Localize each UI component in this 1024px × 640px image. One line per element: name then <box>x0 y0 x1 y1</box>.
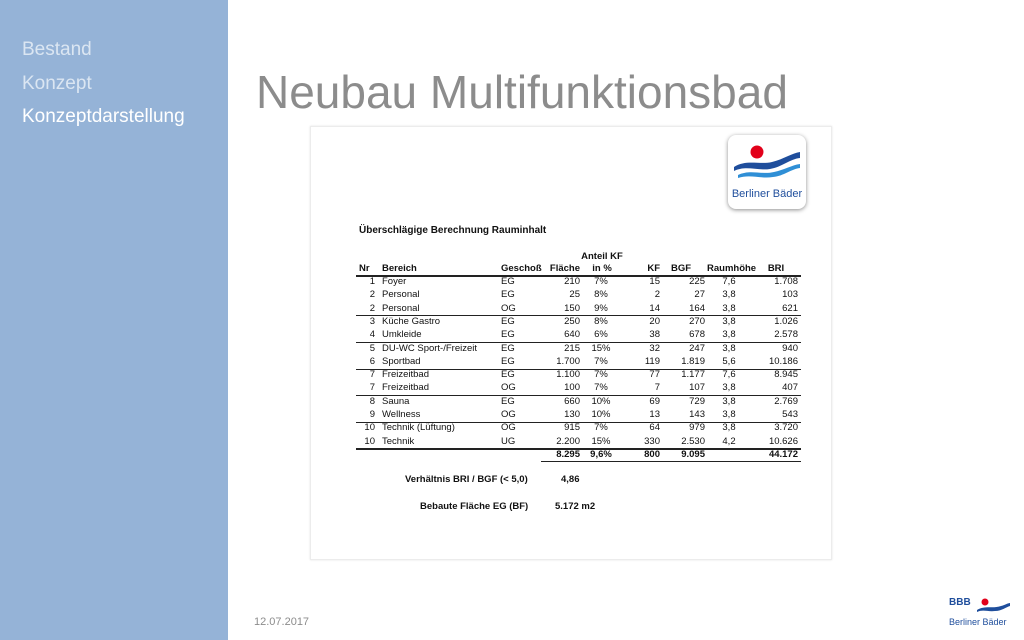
total-bgf: 9.095 <box>681 448 705 460</box>
cell-kf: 7 <box>654 382 660 394</box>
cell-bri: 621 <box>782 302 798 314</box>
cell-bri: 8.945 <box>774 369 798 381</box>
cell-kf: 38 <box>649 329 660 341</box>
cell-anteil: 7% <box>594 422 608 434</box>
cell-kf: 2 <box>654 289 660 301</box>
cell-raumhoehe: 7,6 <box>722 276 736 287</box>
cell-raumhoehe: 3,8 <box>722 302 736 314</box>
cell-bgf: 225 <box>689 276 705 287</box>
cell-geschoss: EG <box>501 355 515 367</box>
cell-geschoss: EG <box>501 315 515 327</box>
cell-bereich: Umkleide <box>382 329 422 341</box>
cell-kf: 330 <box>644 435 660 447</box>
header-bri: BRI <box>767 263 785 274</box>
cell-bereich: Technik (Lüftung) <box>382 422 455 434</box>
cell-kf: 77 <box>649 369 660 381</box>
cell-bereich: Küche Gastro <box>382 315 441 327</box>
cell-bereich: Freizeitbad <box>382 382 429 394</box>
cell-geschoss: EG <box>501 276 515 287</box>
cell-flaeche: 210 <box>564 276 580 287</box>
cell-bri: 3.720 <box>774 422 798 434</box>
nav-item-bestand[interactable]: Bestand <box>22 39 92 60</box>
footer-logo-abbr: BBB <box>949 597 971 608</box>
header-nr: Nr <box>359 263 370 274</box>
sidebar <box>0 0 228 640</box>
header-kf: KF <box>647 263 660 274</box>
cell-bri: 2.578 <box>774 329 798 341</box>
cell-anteil: 10% <box>591 409 611 420</box>
cell-geschoss: EG <box>501 289 515 301</box>
cell-flaeche: 25 <box>569 289 580 301</box>
table-heading: Überschlägige Berechnung Rauminhalt <box>359 225 547 236</box>
cell-geschoss: OG <box>501 409 516 420</box>
header-flaeche: Fläche <box>549 263 580 274</box>
cell-geschoss: EG <box>501 342 515 354</box>
cell-kf: 69 <box>649 395 660 407</box>
cell-bgf: 678 <box>689 329 705 341</box>
cell-anteil: 7% <box>594 355 608 367</box>
header-raumhoehe: Raumhöhe <box>707 263 757 274</box>
cell-geschoss: EG <box>501 395 515 407</box>
cell-flaeche: 640 <box>564 329 580 341</box>
cell-geschoss: OG <box>501 382 516 394</box>
cell-anteil: 9% <box>594 302 608 314</box>
cell-nr: 10 <box>364 422 375 434</box>
cell-bereich: Sportbad <box>382 355 421 367</box>
cell-bereich: DU-WC Sport-/Freizeit <box>382 342 478 354</box>
cell-bri: 407 <box>782 382 798 394</box>
cell-kf: 13 <box>649 409 660 420</box>
cell-bgf: 247 <box>689 342 705 354</box>
cell-nr: 9 <box>369 409 375 420</box>
cell-bgf: 1.819 <box>681 355 705 367</box>
cell-flaeche: 2.200 <box>556 435 580 447</box>
cell-geschoss: UG <box>501 435 516 447</box>
cell-nr: 2 <box>369 289 375 301</box>
cell-raumhoehe: 3,8 <box>722 315 736 327</box>
cell-anteil: 15% <box>591 435 611 447</box>
cell-bri: 103 <box>782 289 798 301</box>
berliner-baeder-logo <box>728 135 806 209</box>
ratio-value: 4,86 <box>561 474 580 485</box>
cell-bgf: 729 <box>689 395 705 407</box>
cell-nr: 4 <box>369 329 375 341</box>
cell-flaeche: 1.700 <box>556 355 580 367</box>
cell-raumhoehe: 5,6 <box>722 355 736 367</box>
cell-nr: 8 <box>369 395 375 407</box>
cell-kf: 64 <box>649 422 660 434</box>
footer-wave-icon <box>975 596 1011 616</box>
cell-bereich: Foyer <box>382 276 407 287</box>
cell-bgf: 979 <box>689 422 705 434</box>
cell-bri: 2.769 <box>774 395 798 407</box>
cell-raumhoehe: 7,6 <box>722 369 736 381</box>
cell-nr: 7 <box>369 369 375 381</box>
cell-nr: 5 <box>369 342 375 354</box>
cell-bri: 543 <box>782 409 798 420</box>
cell-bri: 1.708 <box>774 276 798 287</box>
cell-bgf: 1.177 <box>681 369 705 381</box>
cell-kf: 119 <box>644 355 660 367</box>
cell-geschoss: EG <box>501 369 515 381</box>
cell-anteil: 7% <box>594 369 608 381</box>
cell-raumhoehe: 3,8 <box>722 382 736 394</box>
document-image <box>310 126 832 560</box>
cell-raumhoehe: 3,8 <box>722 289 736 301</box>
cell-nr: 3 <box>369 315 375 327</box>
cell-bri: 940 <box>782 342 798 354</box>
nav-item-konzeptdarstellung[interactable]: Konzeptdarstellung <box>22 106 185 127</box>
cell-raumhoehe: 3,8 <box>722 342 736 354</box>
cell-kf: 20 <box>649 315 660 327</box>
cell-raumhoehe: 3,8 <box>722 395 736 407</box>
cell-flaeche: 100 <box>564 382 580 394</box>
cell-anteil: 7% <box>594 382 608 394</box>
cell-flaeche: 1.100 <box>556 369 580 381</box>
cell-flaeche: 915 <box>564 422 580 434</box>
cell-bereich: Personal <box>382 302 420 314</box>
logo-text: Berliner Bäder <box>731 188 803 200</box>
cell-anteil: 15% <box>591 342 611 354</box>
cell-flaeche: 150 <box>564 302 580 314</box>
cell-anteil: 7% <box>594 276 608 287</box>
cell-geschoss: EG <box>501 329 515 341</box>
cell-bgf: 164 <box>689 302 705 314</box>
ratio-label: Verhältnis BRI / BGF (< 5,0) <box>405 474 528 485</box>
cell-anteil: 8% <box>594 315 608 327</box>
page-title: Neubau Multifunktionsbad <box>256 66 788 118</box>
cell-bgf: 2.530 <box>681 435 705 447</box>
cell-raumhoehe: 3,8 <box>722 329 736 341</box>
built-area-value: 5.172 m2 <box>555 501 596 512</box>
total-anteil: 9,6% <box>590 448 612 460</box>
header-bereich: Bereich <box>382 263 417 274</box>
built-area-label: Bebaute Fläche EG (BF) <box>420 501 529 512</box>
footer-logo <box>947 595 1013 633</box>
cell-raumhoehe: 3,8 <box>722 409 736 420</box>
cell-geschoss: OG <box>501 302 516 314</box>
cell-kf: 32 <box>649 342 660 354</box>
cell-bgf: 107 <box>689 382 705 394</box>
cell-flaeche: 130 <box>564 409 580 420</box>
wave-logo-icon <box>728 135 806 187</box>
header-anteil-line1: Anteil KF <box>581 251 623 262</box>
cell-bgf: 143 <box>689 409 705 420</box>
cell-flaeche: 250 <box>564 315 580 327</box>
cell-nr: 10 <box>364 435 375 447</box>
footer-logo-name: Berliner Bäder <box>949 617 1007 627</box>
cell-bgf: 270 <box>689 315 705 327</box>
footer-date: 12.07.2017 <box>254 616 310 628</box>
total-flaeche: 8.295 <box>556 448 580 460</box>
cell-bereich: Technik <box>382 435 415 447</box>
nav-item-konzept[interactable]: Konzept <box>22 73 92 94</box>
cell-bereich: Sauna <box>382 395 410 407</box>
cell-nr: 1 <box>369 276 375 287</box>
cell-kf: 15 <box>649 276 660 287</box>
header-anteil-line2: in % <box>592 263 612 274</box>
cell-anteil: 10% <box>591 395 611 407</box>
cell-bereich: Wellness <box>382 409 421 420</box>
table-rule <box>541 461 801 462</box>
cell-flaeche: 215 <box>564 342 580 354</box>
total-bri: 44.172 <box>768 448 798 460</box>
header-bgf: BGF <box>670 263 692 274</box>
cell-bereich: Personal <box>382 289 420 301</box>
cell-kf: 14 <box>649 302 660 314</box>
cell-bri: 10.626 <box>768 435 798 447</box>
cell-bri: 1.026 <box>774 315 798 327</box>
cell-anteil: 6% <box>594 329 608 341</box>
cell-nr: 6 <box>369 355 375 367</box>
cell-raumhoehe: 4,2 <box>722 435 736 447</box>
cell-anteil: 8% <box>594 289 608 301</box>
cell-nr: 7 <box>369 382 375 394</box>
cell-nr: 2 <box>369 302 375 314</box>
header-geschoss: Geschoß <box>501 263 542 274</box>
cell-raumhoehe: 3,8 <box>722 422 736 434</box>
total-kf: 800 <box>644 448 660 460</box>
cell-bgf: 27 <box>694 289 705 301</box>
cell-bereich: Freizeitbad <box>382 369 429 381</box>
cell-flaeche: 660 <box>564 395 580 407</box>
cell-geschoss: OG <box>501 422 516 434</box>
cell-bri: 10.186 <box>768 355 798 367</box>
